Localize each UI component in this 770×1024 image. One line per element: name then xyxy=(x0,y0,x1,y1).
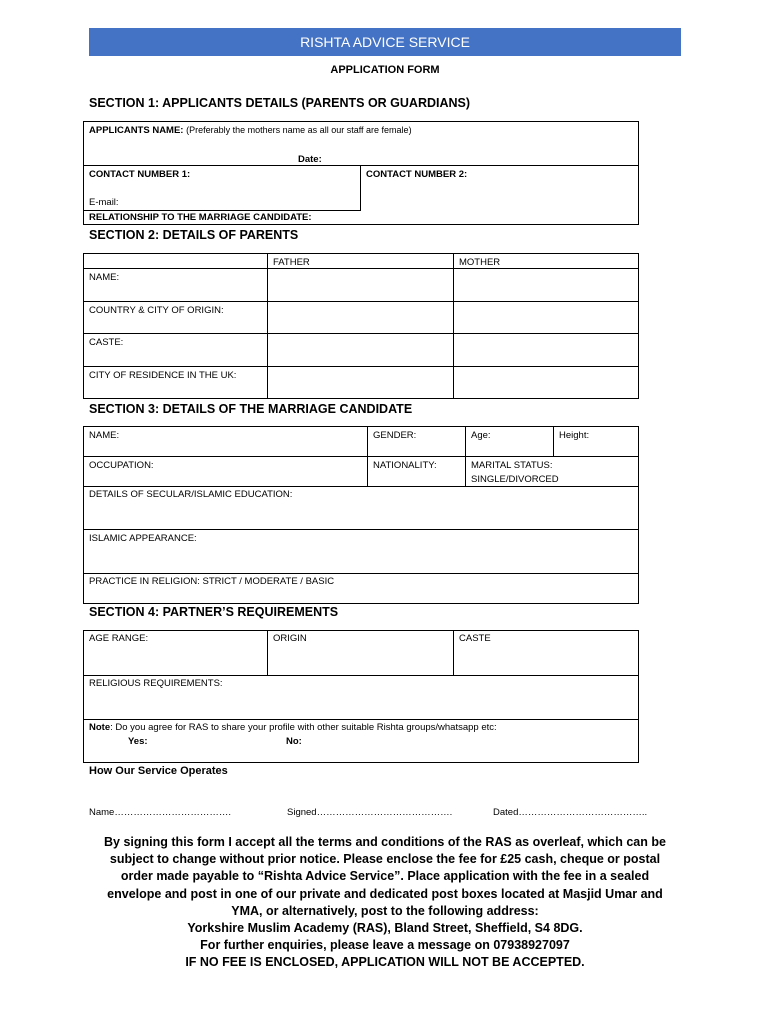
age-field[interactable]: Age: xyxy=(471,430,491,441)
share-yes-option[interactable]: Yes: xyxy=(128,736,148,747)
date-field[interactable]: Date: xyxy=(298,154,322,165)
section2-title: SECTION 2: DETAILS OF PARENTS xyxy=(89,228,299,242)
origin-field[interactable]: ORIGIN xyxy=(273,633,307,644)
education-field[interactable]: DETAILS OF SECULAR/ISLAMIC EDUCATION: xyxy=(89,489,293,500)
signature-dated-field[interactable]: Dated………………………………….. xyxy=(493,807,648,818)
father-column-header: FATHER xyxy=(273,257,310,268)
terms-paragraph xyxy=(89,834,681,972)
terms-line: IF NO FEE IS ENCLOSED, APPLICATION WILL NOT BE ACCEPTED. xyxy=(185,955,585,970)
height-field[interactable]: Height: xyxy=(559,430,590,441)
islamic-appearance-field[interactable]: ISLAMIC APPEARANCE: xyxy=(89,533,197,544)
terms-line: Yorkshire Muslim Academy (RAS), Bland Street, Sheffield, S4 8DG. xyxy=(187,921,583,936)
parents-row-label: CASTE: xyxy=(89,337,124,348)
gender-field[interactable]: GENDER: xyxy=(373,430,417,441)
candidate-name-field[interactable]: NAME: xyxy=(89,430,120,441)
mother-column-header: MOTHER xyxy=(459,257,501,268)
section1-title: SECTION 1: APPLICANTS DETAILS (PARENTS OR GUARDIANS) xyxy=(89,96,471,110)
applicants-name-field[interactable] xyxy=(89,125,412,136)
form-subtitle: APPLICATION FORM xyxy=(330,64,440,76)
terms-line: envelope and post in one of our private and dedicated post boxes located at Masjid Umar and xyxy=(107,886,663,901)
note-label: Note xyxy=(89,722,111,733)
parents-row-label: COUNTRY & CITY OF ORIGIN: xyxy=(89,305,224,316)
terms-line: order made payable to “Rishta Advice Service”. Place application with the fee in a sealed xyxy=(120,869,650,884)
parents-row-label: CITY OF RESIDENCE IN THE UK: xyxy=(89,370,237,381)
section4-title: SECTION 4: PARTNER’S REQUIREMENTS xyxy=(89,605,339,619)
nationality-field[interactable]: NATIONALITY: xyxy=(373,460,437,471)
religious-requirements-field[interactable]: RELIGIOUS REQUIREMENTS: xyxy=(89,678,223,689)
age-range-field[interactable]: AGE RANGE: xyxy=(89,633,149,644)
terms-line: For further enquiries, please leave a message on 07938927097 xyxy=(200,938,570,953)
form-title-banner: RISHTA ADVICE SERVICE xyxy=(89,28,681,56)
marital-status-options[interactable]: SINGLE/DIVORCED xyxy=(471,474,559,485)
applicants-name-note: (Preferably the mothers name as all our staff are female) xyxy=(186,125,412,135)
terms-line: YMA, or alternatively, post to the following address: xyxy=(231,903,539,918)
contact-number-2-field[interactable]: CONTACT NUMBER 2: xyxy=(366,169,468,180)
applicants-name-label: APPLICANTS NAME: xyxy=(89,125,184,136)
signature-name-field[interactable]: Name………………………………. xyxy=(89,807,231,818)
terms-line: By signing this form I accept all the terms and conditions of the RAS as overleaf, which can be xyxy=(104,835,666,849)
note-text: : Do you agree for RAS to share your profile with other suitable Rishta groups/whatsapp etc: xyxy=(110,722,497,733)
terms-line: subject to change without prior notice. Please enclose the fee for £25 cash, cheque or postal xyxy=(109,852,661,867)
section3-title: SECTION 3: DETAILS OF THE MARRIAGE CANDIDATE xyxy=(89,402,413,416)
relationship-field[interactable]: RELATIONSHIP TO THE MARRIAGE CANDIDATE: xyxy=(89,212,312,223)
share-profile-note xyxy=(89,722,497,733)
marital-status-label: MARITAL STATUS: xyxy=(471,460,553,471)
section4-table xyxy=(83,630,639,763)
caste-field[interactable]: CASTE xyxy=(459,633,491,644)
religious-practice-field[interactable]: PRACTICE IN RELIGION: STRICT / MODERATE / BASIC xyxy=(89,576,335,587)
signature-signed-field[interactable]: Signed……………………………………. xyxy=(287,807,453,818)
occupation-field[interactable]: OCCUPATION: xyxy=(89,460,154,471)
service-operates-heading: How Our Service Operates xyxy=(89,765,228,777)
email-field[interactable]: E-mail: xyxy=(89,197,119,208)
contact-number-1-field[interactable]: CONTACT NUMBER 1: xyxy=(89,169,191,180)
share-no-option[interactable]: No: xyxy=(286,736,302,747)
parents-row-label: NAME: xyxy=(89,272,120,283)
